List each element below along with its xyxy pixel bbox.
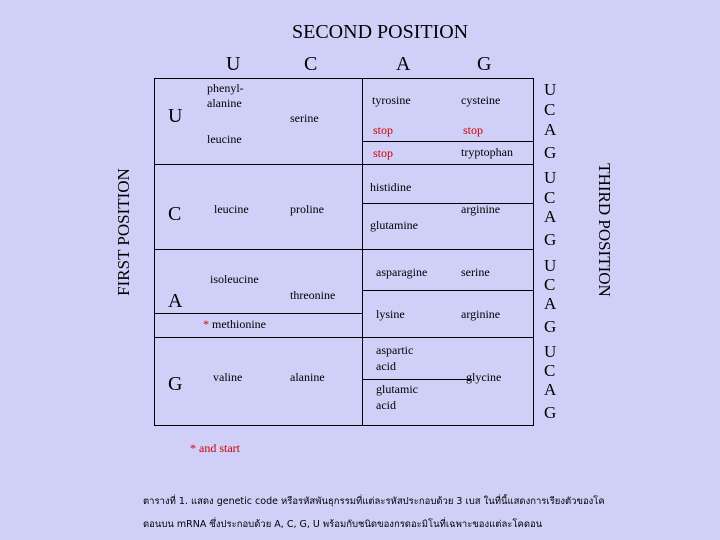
first-position-label: FIRST POSITION	[114, 168, 133, 296]
third-base-c-3: C	[544, 275, 556, 294]
third-base-g-2: G	[544, 230, 557, 249]
first-base-c: C	[168, 203, 182, 225]
cell-uu-phenylalanine-2: alanine	[207, 96, 242, 110]
diagram-title: SECOND POSITION	[292, 21, 469, 43]
cell-ga-glutamic-acid: acid	[376, 398, 396, 412]
methionine-asterisk: *	[203, 317, 209, 331]
cell-uc-serine: serine	[290, 111, 319, 125]
cell-gc-alanine: alanine	[290, 370, 325, 384]
cell-ca-glutamine: glutamine	[370, 218, 418, 232]
cell-ua-stop-2: stop	[373, 146, 394, 160]
caption-line-2: ดอนบน mRNA ซึ่งประกอบด้วย A, C, G, U พร้อมกับชนิดของกรดอะมิโนที่เฉพาะของแต่ละโคดอน	[143, 519, 543, 530]
third-base-a-3: A	[544, 294, 557, 313]
third-base-a-4: A	[544, 380, 557, 399]
third-position-label: THIRD POSITION	[595, 163, 614, 297]
third-base-g-3: G	[544, 317, 557, 336]
cell-gu-valine: valine	[213, 370, 243, 384]
cell-gg-glycine: glycine	[466, 370, 502, 384]
bottom-border	[154, 425, 534, 426]
third-base-u-2: U	[544, 168, 557, 187]
cell-uu-phenylalanine-1: phenyl-	[207, 81, 244, 95]
third-base-u-3: U	[544, 256, 557, 275]
third-base-a-2: A	[544, 207, 557, 226]
cell-ca-histidine: histidine	[370, 180, 412, 194]
row-divider-1	[154, 164, 534, 165]
row-divider-2	[154, 249, 534, 250]
third-base-a-1: A	[544, 120, 557, 139]
row-divider-3	[154, 337, 534, 338]
second-header-c: C	[304, 53, 318, 75]
header-underline	[154, 78, 534, 79]
cell-divider-uga	[362, 141, 534, 142]
cell-ug-tryptophan: tryptophan	[461, 145, 513, 159]
cell-divider-met	[154, 313, 362, 314]
cell-au-methionine	[203, 318, 266, 332]
first-base-a: A	[168, 290, 183, 312]
cell-ga-glutamic: glutamic	[376, 382, 418, 396]
third-base-c-1: C	[544, 100, 556, 119]
cell-divider-ga	[362, 379, 472, 380]
third-base-c-4: C	[544, 361, 556, 380]
first-base-u: U	[168, 105, 183, 127]
second-header-u: U	[226, 53, 241, 75]
cell-aa-lysine: lysine	[376, 307, 405, 321]
cell-aa-asparagine: asparagine	[376, 265, 428, 279]
cell-ua-tyrosine: tyrosine	[372, 93, 411, 107]
second-header-a: A	[396, 53, 411, 75]
cell-divider-aa	[362, 290, 534, 291]
footnote: * and start	[190, 441, 240, 455]
cell-ug-cysteine: cysteine	[461, 93, 501, 107]
cell-au-isoleucine: isoleucine	[210, 272, 259, 286]
methionine-label: methionine	[209, 317, 266, 331]
third-base-u-1: U	[544, 80, 557, 99]
cell-cc-proline: proline	[290, 202, 324, 216]
second-header-g: G	[477, 53, 492, 75]
caption-line-1: ตารางที่ 1. แสดง genetic code หรือรหัสพันธุกรรมที่แต่ละรหัสประกอบด้วย 3 เบส ในที่นี้แสดงการเรียงตัวของโค	[143, 496, 605, 507]
cell-cu-leucine: leucine	[214, 202, 249, 216]
third-base-g-1: G	[544, 143, 557, 162]
cell-ag-serine: serine	[461, 265, 490, 279]
divider-a-column	[362, 78, 363, 426]
third-base-c-2: C	[544, 188, 556, 207]
divider-third-column	[533, 78, 534, 426]
cell-divider-ca	[362, 203, 534, 204]
first-base-g: G	[168, 373, 183, 395]
cell-cg-arginine: arginine	[461, 202, 501, 216]
cell-ua-stop-1: stop	[373, 123, 394, 137]
cell-ac-threonine: threonine	[290, 288, 336, 302]
cell-ag-arginine: arginine	[461, 307, 501, 321]
cell-uu-leucine: leucine	[207, 132, 242, 146]
third-base-g-4: G	[544, 403, 557, 422]
cell-ga-aspartic-acid: acid	[376, 359, 396, 373]
cell-ga-aspartic: aspartic	[376, 343, 414, 357]
cell-ug-stop: stop	[463, 123, 484, 137]
left-border	[154, 78, 155, 426]
third-base-u-4: U	[544, 342, 557, 361]
